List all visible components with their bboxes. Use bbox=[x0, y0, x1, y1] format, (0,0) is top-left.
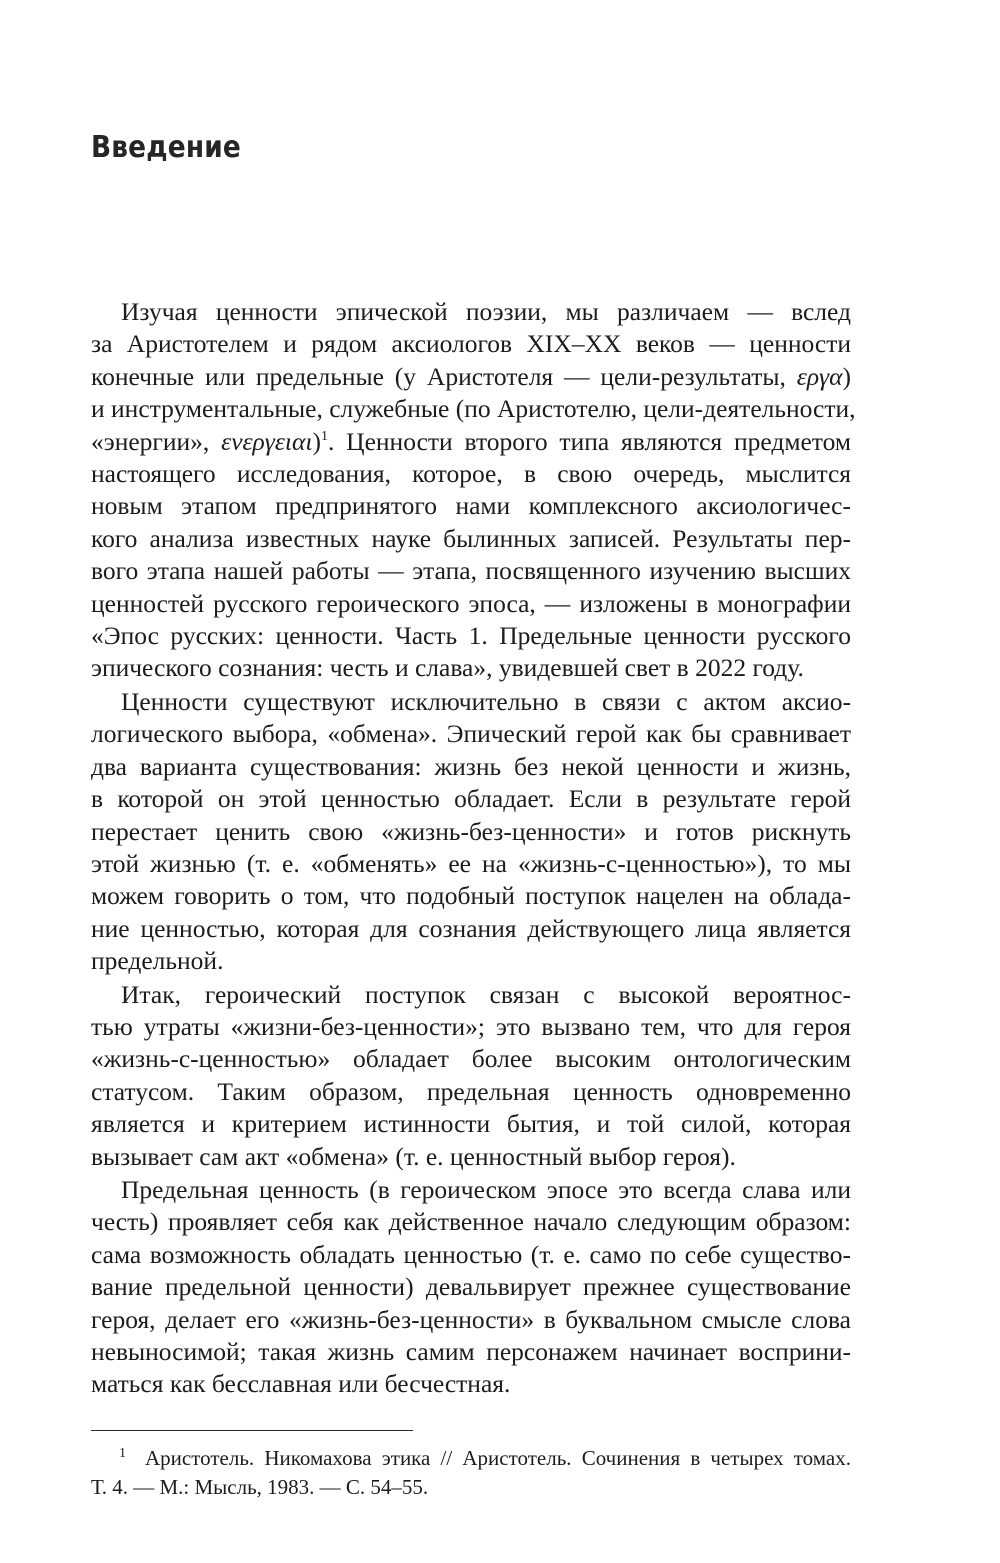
text-segment: . Ценности второго типа являются предметом bbox=[327, 426, 851, 456]
text-line: в которой он этой ценностью обладает. Если в результате герой bbox=[91, 784, 851, 814]
text-line: предельной. bbox=[91, 946, 224, 976]
text-line: сама возможность обладать ценностью (т. е. само по себе существо- bbox=[91, 1239, 851, 1269]
text-line: Ценности существуют исключительно в связи с актом аксио- bbox=[121, 686, 851, 716]
text-line: ние ценностью, которая для сознания действующего лица является bbox=[91, 913, 851, 943]
text-line: статусом. Таким образом, предельная ценность одновременно bbox=[91, 1076, 851, 1106]
text-line: невыносимой; такая жизнь самим персонажем начинает восприни- bbox=[91, 1337, 851, 1366]
text-line: честь) проявляет себя как действенное начало следующим образом: bbox=[91, 1207, 851, 1237]
text-line: Предельная ценность (в героическом эпосе это всегда слава или bbox=[121, 1174, 851, 1204]
body-text bbox=[91, 296, 856, 1401]
text-line: и инструментальные, служебные (по Аристотелю, цели-деятельности, bbox=[91, 394, 856, 424]
text-line: настоящего исследования, которое, в свою очередь, мыслится bbox=[91, 459, 851, 489]
text-segment: ) bbox=[312, 426, 321, 456]
text-line: два варианта существования: жизнь без некой ценности и жизнь, bbox=[91, 751, 851, 781]
greek-term-energeiai: ενεργειαι bbox=[221, 426, 313, 456]
footnote-marker: 1 bbox=[119, 1446, 126, 1461]
text-line: эпического сознания: честь и слава», увидевшей свет в 2022 году. bbox=[91, 653, 804, 683]
text-line bbox=[91, 361, 851, 393]
text-line: за Аристотелем и рядом аксиологов XIX–XX веков — ценности bbox=[91, 329, 851, 359]
text-line: маться как бесславная или бесчестная. bbox=[91, 1369, 511, 1399]
text-line: новым этапом предпринятого нами комплексного аксиологичес- bbox=[91, 491, 851, 521]
text-line: Итак, героический поступок связан с высокой вероятнос- bbox=[121, 979, 851, 1009]
paragraph-2 bbox=[91, 686, 851, 978]
footnote-line bbox=[91, 1444, 851, 1473]
text-line: тью утраты «жизни-без-ценности»; это вызвано тем, что для героя bbox=[91, 1011, 851, 1041]
footnote-text: Аристотель. Никомахова этика // Аристотель. Сочинения в четырех томах. bbox=[145, 1446, 851, 1470]
text-line: кого анализа известных науке былинных записей. Результаты пер- bbox=[91, 523, 851, 553]
text-line: логического выбора, «обмена». Эпический герой как бы сравнивает bbox=[91, 719, 851, 749]
greek-term-erga: εργα bbox=[796, 361, 843, 391]
text-line: этой жизнью (т. е. «обменять» ее на «жизнь-с-ценностью»), то мы bbox=[91, 848, 851, 878]
text-line: Изучая ценности эпической поэзии, мы различаем — вслед bbox=[121, 297, 851, 326]
text-line: вание предельной ценности) девальвирует прежнее существование bbox=[91, 1272, 851, 1302]
text-line: «Эпос русских: ценности. Часть 1. Предельные ценности русского bbox=[91, 621, 851, 651]
paragraph-4 bbox=[91, 1174, 851, 1401]
paragraph-3 bbox=[91, 979, 851, 1173]
footnote-divider bbox=[91, 1430, 413, 1431]
paragraph-1 bbox=[91, 296, 856, 685]
text-segment: «энергии», bbox=[91, 426, 222, 456]
text-segment: конечные или предельные (у Аристотеля — цели-результаты, bbox=[91, 361, 797, 391]
text-line: «жизнь-с-ценностью» обладает более высоким онтологическим bbox=[91, 1044, 851, 1074]
text-line: ценностей русского героического эпоса, — изложены в монографии bbox=[91, 588, 851, 618]
footnote-reference[interactable]: 1 bbox=[320, 428, 328, 444]
text-line: можем говорить о том, что подобный поступок нацелен на облада- bbox=[91, 881, 851, 911]
text-line: вого этапа нашей работы — этапа, посвященного изучению высших bbox=[91, 556, 851, 586]
text-line: вызывает сам акт «обмена» (т. е. ценностный выбор героя). bbox=[91, 1141, 736, 1171]
text-segment: ) bbox=[842, 361, 851, 391]
text-line: героя, делает его «жизнь-без-ценности» в буквальном смысле слова bbox=[91, 1304, 851, 1334]
text-line bbox=[91, 426, 851, 458]
text-line: является и критерием истинности бытия, и той силой, которая bbox=[91, 1109, 851, 1139]
chapter-heading: Введение bbox=[91, 130, 242, 165]
footnote-line: Т. 4. — М.: Мысль, 1983. — С. 54–55. bbox=[91, 1475, 429, 1499]
footnote bbox=[91, 1444, 851, 1502]
text-line: перестает ценить свою «жизнь-без-ценности» и готов рискнуть bbox=[91, 816, 851, 846]
